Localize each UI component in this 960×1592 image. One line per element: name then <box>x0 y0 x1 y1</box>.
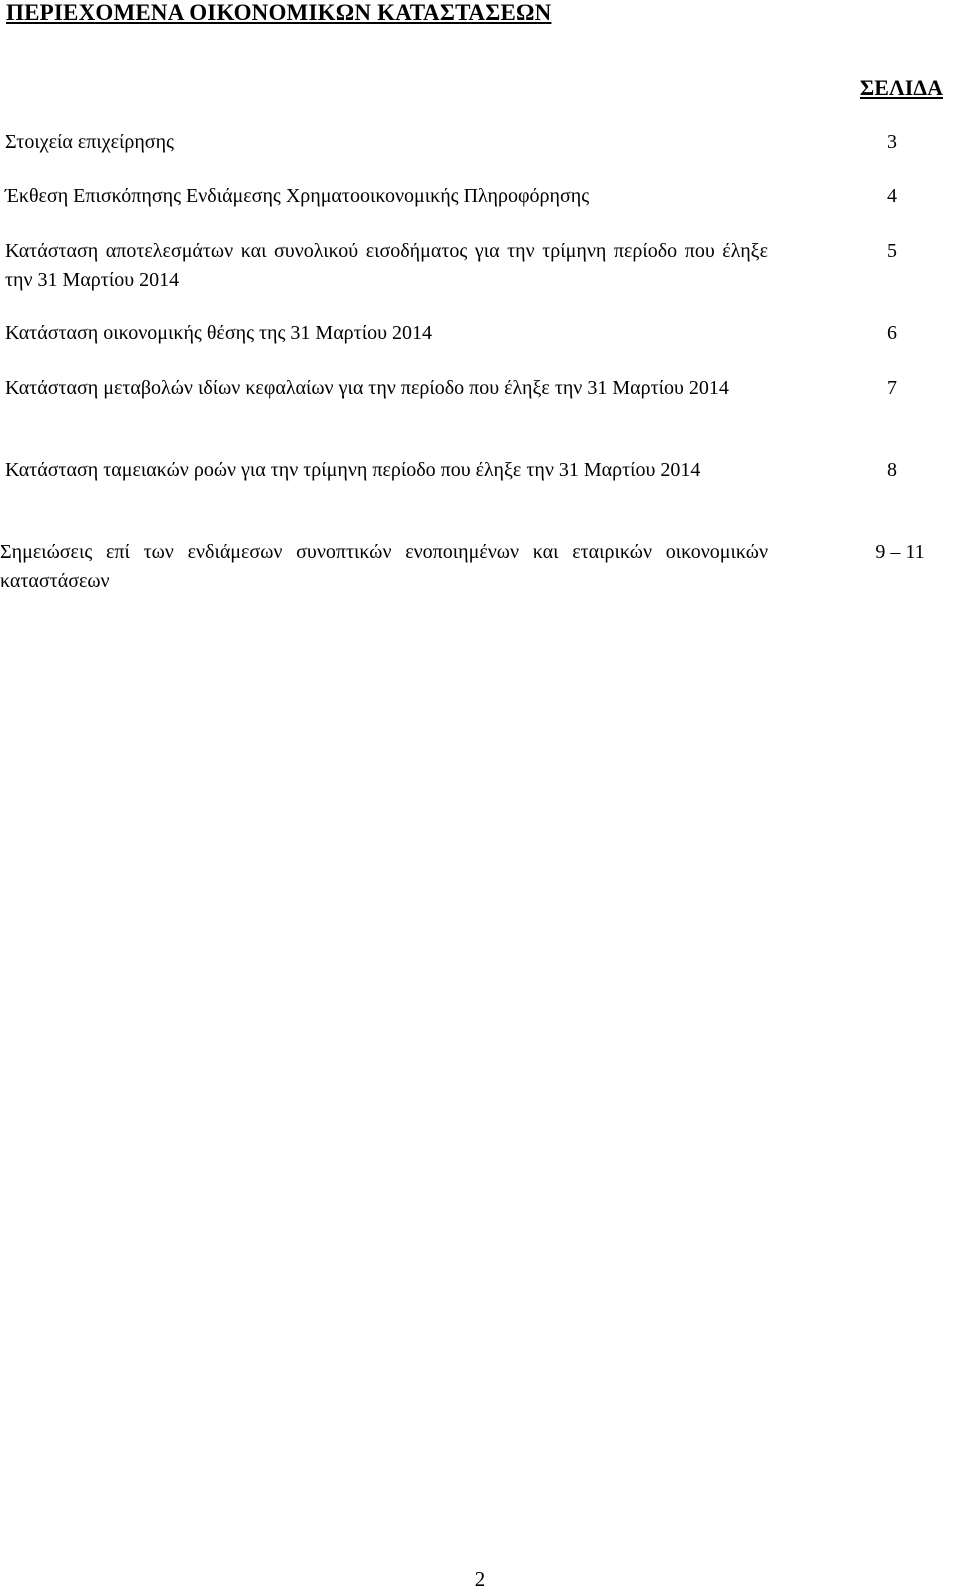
toc-entry-label: Κατάσταση ταμειακών ροών για την τρίμηνη περίοδο που έληξε την 31 Μαρτίου 2014 <box>5 459 701 481</box>
toc-entry-label: Κατάσταση μεταβολών ιδίων κεφαλαίων για την περίοδο που έληξε την 31 Μαρτίου 2014 <box>5 377 729 399</box>
toc-entry-page: 4 <box>887 185 897 207</box>
toc-entry-page: 5 <box>887 240 897 262</box>
toc-entry-label: Έκθεση Επισκόπησης Ενδιάμεσης Χρηματοοικονομικής Πληροφόρησης <box>5 185 590 207</box>
document-title: ΠΕΡΙΕΧΟΜΕΝΑ ΟΙΚΟΝΟΜΙΚΩΝ ΚΑΤΑΣΤΑΣΕΩΝ <box>6 0 552 25</box>
toc-entry-page: 7 <box>887 377 897 399</box>
toc-entry-page: 3 <box>887 131 897 153</box>
toc-entry-page: 9 – 11 <box>875 541 925 563</box>
toc-entry-label: Στοιχεία επιχείρησης <box>5 131 174 153</box>
footer-page-number: 2 <box>474 1567 486 1591</box>
page-column-header: ΣΕΛΙΔΑ <box>859 75 943 100</box>
toc-entry-page: 6 <box>887 322 897 344</box>
toc-entry-label: Σημειώσεις επί των ενδιάμεσων συνοπτικών ενοποιημένων και εταιρικών οικονομικών καταστάσεων <box>0 541 768 592</box>
toc-entry-page: 8 <box>887 459 897 481</box>
toc-entry-label: Κατάσταση οικονομικής θέσης της 31 Μαρτίου 2014 <box>5 322 432 344</box>
toc-entry-label: Κατάσταση αποτελεσμάτων και συνολικού εισοδήματος για την τρίμηνη περίοδο που έληξε την 31 Μαρτίου 2014 <box>5 240 768 291</box>
